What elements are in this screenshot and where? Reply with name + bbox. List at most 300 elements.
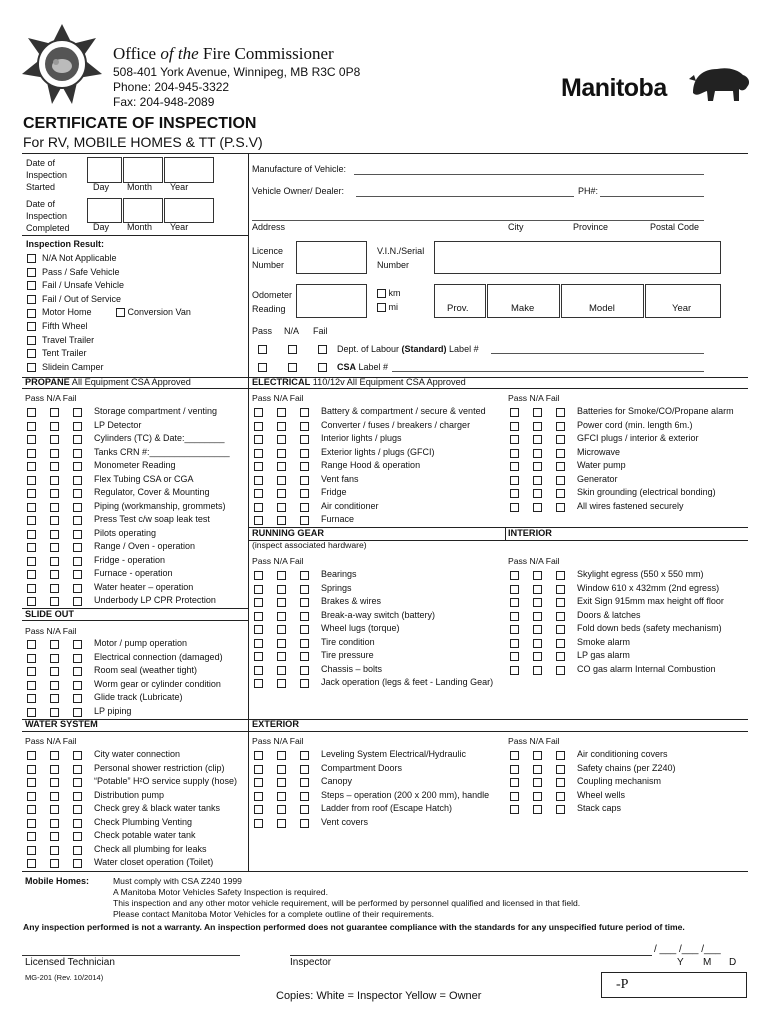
na-checkbox[interactable] xyxy=(277,805,286,814)
water-item-label: Check grey & black water tanks xyxy=(94,803,221,813)
na-checkbox[interactable] xyxy=(277,612,286,621)
pass-checkbox[interactable] xyxy=(27,654,36,663)
na-checkbox[interactable] xyxy=(533,585,542,594)
na-checkbox[interactable] xyxy=(50,543,59,552)
na-checkbox[interactable] xyxy=(277,435,286,444)
completed-month-box[interactable] xyxy=(123,198,163,223)
fail-checkbox[interactable] xyxy=(556,639,565,648)
pass-checkbox[interactable] xyxy=(27,694,36,703)
fail-checkbox[interactable] xyxy=(556,476,565,485)
fail-checkbox[interactable] xyxy=(300,625,309,634)
pass-checkbox[interactable] xyxy=(254,449,263,458)
fail-checkbox[interactable] xyxy=(556,571,565,580)
na-checkbox[interactable] xyxy=(277,476,286,485)
date-slashes[interactable]: / ___ /___ /___ xyxy=(654,944,721,955)
pass-checkbox[interactable] xyxy=(254,666,263,675)
fail-checkbox[interactable] xyxy=(300,679,309,688)
na-checkbox[interactable] xyxy=(277,652,286,661)
electrical-left-pnf: Pass N/A Fail xyxy=(252,393,304,403)
interior-item-label: Skylight egress (550 x 550 mm) xyxy=(577,569,704,579)
na-checkbox[interactable] xyxy=(50,751,59,760)
fail-checkbox[interactable] xyxy=(73,667,82,676)
fail-checkbox[interactable] xyxy=(73,751,82,760)
na-checkbox[interactable] xyxy=(50,597,59,606)
na-checkbox[interactable] xyxy=(533,449,542,458)
na-checkbox[interactable] xyxy=(277,792,286,801)
electrical-item-label: Vent fans xyxy=(321,473,359,484)
pass-checkbox[interactable] xyxy=(254,778,263,787)
na-checkbox[interactable] xyxy=(50,819,59,828)
completed-year-label: Year xyxy=(170,222,189,232)
na-checkbox[interactable] xyxy=(277,639,286,648)
fail-checkbox[interactable] xyxy=(73,805,82,814)
fail-checkbox[interactable] xyxy=(73,681,82,690)
result-checkbox[interactable] xyxy=(27,349,36,358)
ph-field[interactable] xyxy=(600,196,704,197)
pass-checkbox[interactable] xyxy=(510,408,519,417)
pass-checkbox[interactable] xyxy=(27,805,36,814)
pass-checkbox[interactable] xyxy=(510,449,519,458)
na-checkbox[interactable] xyxy=(50,530,59,539)
fail-checkbox[interactable] xyxy=(300,422,309,431)
fail-checkbox[interactable] xyxy=(73,584,82,593)
dept-label-row[interactable]: Dept. of Labour (Standard) Label # xyxy=(258,344,479,354)
vin-box[interactable] xyxy=(434,241,721,274)
fail-checkbox[interactable] xyxy=(300,805,309,814)
result-checkbox[interactable] xyxy=(27,336,36,345)
na-checkbox[interactable] xyxy=(50,792,59,801)
pass-checkbox[interactable] xyxy=(27,819,36,828)
fail-checkbox[interactable] xyxy=(556,792,565,801)
start-year-box[interactable] xyxy=(164,157,214,183)
completed-month-label: Month xyxy=(127,222,153,232)
fail-checkbox[interactable] xyxy=(300,462,309,471)
pass-checkbox[interactable] xyxy=(510,489,519,498)
pass-checkbox[interactable] xyxy=(254,516,263,525)
pass-checkbox[interactable] xyxy=(510,598,519,607)
pass-checkbox[interactable] xyxy=(27,435,36,444)
pass-checkbox[interactable] xyxy=(254,571,263,580)
na-checkbox[interactable] xyxy=(277,516,286,525)
pass-checkbox[interactable] xyxy=(254,462,263,471)
na-checkbox[interactable] xyxy=(50,422,59,431)
fail-checkbox[interactable] xyxy=(73,640,82,649)
pass-checkbox[interactable] xyxy=(27,832,36,841)
fail-checkbox[interactable] xyxy=(300,435,309,444)
result-checkbox[interactable] xyxy=(27,281,36,290)
inspection-result-option[interactable] xyxy=(27,348,87,358)
fail-checkbox[interactable] xyxy=(556,422,565,431)
mi-option[interactable]: mi xyxy=(377,302,398,312)
fail-checkbox[interactable] xyxy=(73,530,82,539)
exterior-item-label: Ladder from roof (Escape Hatch) xyxy=(321,803,453,813)
na-checkbox[interactable] xyxy=(533,462,542,471)
fail-checkbox[interactable] xyxy=(300,765,309,774)
na-checkbox[interactable] xyxy=(277,819,286,828)
fail-checkbox[interactable] xyxy=(300,408,309,417)
fail-checkbox[interactable] xyxy=(73,846,82,855)
fail-checkbox[interactable] xyxy=(73,859,82,868)
na-checkbox[interactable] xyxy=(50,570,59,579)
result-option-label: Motor Home xyxy=(42,307,92,318)
pass-checkbox[interactable] xyxy=(254,625,263,634)
odometer-box[interactable] xyxy=(296,284,367,318)
pass-checkbox[interactable] xyxy=(27,640,36,649)
exterior-right-item-label: Stack caps xyxy=(577,803,622,813)
fail-checkbox[interactable] xyxy=(300,751,309,760)
pass-checkbox[interactable] xyxy=(27,667,36,676)
km-option[interactable]: km xyxy=(377,288,401,298)
inspection-result-option[interactable] xyxy=(27,253,117,263)
pass-checkbox[interactable] xyxy=(254,765,263,774)
fail-checkbox[interactable] xyxy=(73,557,82,566)
fail-checkbox[interactable] xyxy=(556,778,565,787)
fail-checkbox[interactable] xyxy=(300,489,309,498)
fail-checkbox[interactable] xyxy=(300,516,309,525)
na-checkbox[interactable] xyxy=(277,679,286,688)
pass-checkbox[interactable] xyxy=(510,503,519,512)
na-checkbox[interactable] xyxy=(533,765,542,774)
na-checkbox[interactable] xyxy=(533,489,542,498)
propane-pnf: Pass N/A Fail xyxy=(25,393,77,403)
fail-checkbox[interactable] xyxy=(300,778,309,787)
na-checkbox[interactable] xyxy=(533,666,542,675)
na-checkbox[interactable] xyxy=(50,449,59,458)
pass-checkbox[interactable] xyxy=(254,612,263,621)
fail-checkbox[interactable] xyxy=(73,503,82,512)
inspection-result-option[interactable] xyxy=(27,294,121,304)
fail-checkbox[interactable] xyxy=(556,765,565,774)
na-checkbox[interactable] xyxy=(50,765,59,774)
completed-day-box[interactable] xyxy=(87,198,122,223)
na-checkbox[interactable] xyxy=(50,778,59,787)
fail-checkbox[interactable] xyxy=(556,805,565,814)
pass-checkbox[interactable] xyxy=(27,681,36,690)
fail-checkbox[interactable] xyxy=(300,585,309,594)
fail-checkbox[interactable] xyxy=(73,489,82,498)
na-checkbox[interactable] xyxy=(50,654,59,663)
na-checkbox[interactable] xyxy=(50,462,59,471)
na-checkbox[interactable] xyxy=(277,598,286,607)
propane-item-label: Regulator, Cover & Mounting xyxy=(94,487,210,497)
na-checkbox[interactable] xyxy=(50,708,59,717)
na-checkbox[interactable] xyxy=(533,435,542,444)
pass-checkbox[interactable] xyxy=(27,543,36,552)
fail-checkbox[interactable] xyxy=(556,462,565,471)
fail-checkbox[interactable] xyxy=(556,625,565,634)
csa-label-row[interactable]: CSA Label # xyxy=(258,362,388,372)
technician-label: Licensed Technician xyxy=(25,957,115,968)
fail-checkbox[interactable] xyxy=(73,708,82,717)
fail-checkbox[interactable] xyxy=(300,639,309,648)
fail-checkbox[interactable] xyxy=(556,489,565,498)
na-checkbox[interactable] xyxy=(50,516,59,525)
interior-item-label: Window 610 x 432mm (2nd egress) xyxy=(577,582,720,593)
fail-checkbox[interactable] xyxy=(556,612,565,621)
fail-checkbox[interactable] xyxy=(300,652,309,661)
manufacture-label: Manufacture of Vehicle: xyxy=(252,164,347,174)
inspection-result-option[interactable] xyxy=(27,335,94,345)
ph-label: PH#: xyxy=(578,186,599,196)
pass-checkbox[interactable] xyxy=(27,476,36,485)
fail-checkbox[interactable] xyxy=(73,570,82,579)
na-checkbox[interactable] xyxy=(50,805,59,814)
pass-checkbox[interactable] xyxy=(510,765,519,774)
fail-checkbox[interactable] xyxy=(300,598,309,607)
fail-checkbox[interactable] xyxy=(556,408,565,417)
na-checkbox[interactable] xyxy=(50,832,59,841)
fail-checkbox[interactable] xyxy=(73,476,82,485)
na-checkbox[interactable] xyxy=(277,462,286,471)
date-completed-label: Date of Inspection Completed xyxy=(26,199,70,233)
na-checkbox[interactable] xyxy=(50,476,59,485)
pass-checkbox[interactable] xyxy=(27,597,36,606)
pass-checkbox[interactable] xyxy=(27,751,36,760)
propane-item-label: Water heater – operation xyxy=(94,581,194,592)
na-checkbox[interactable] xyxy=(533,571,542,580)
completed-year-box[interactable] xyxy=(164,198,214,223)
na-checkbox[interactable] xyxy=(50,408,59,417)
na-checkbox[interactable] xyxy=(277,778,286,787)
pass-checkbox[interactable] xyxy=(510,585,519,594)
na-checkbox[interactable] xyxy=(533,639,542,648)
water-item-label: Check Plumbing Venting xyxy=(94,816,193,827)
na-checkbox[interactable] xyxy=(533,422,542,431)
na-checkbox[interactable] xyxy=(533,778,542,787)
owner-field[interactable] xyxy=(356,196,574,197)
pass-checkbox[interactable] xyxy=(254,819,263,828)
na-checkbox[interactable] xyxy=(533,792,542,801)
fail-checkbox[interactable] xyxy=(300,476,309,485)
pass-checkbox[interactable] xyxy=(254,792,263,801)
pass-checkbox[interactable] xyxy=(510,792,519,801)
na-checkbox[interactable] xyxy=(277,666,286,675)
na-checkbox[interactable] xyxy=(50,640,59,649)
na-checkbox[interactable] xyxy=(277,503,286,512)
conversion-van-option[interactable]: Conversion Van xyxy=(116,307,191,317)
fail-checkbox[interactable] xyxy=(73,778,82,787)
propane-item-label: Range / Oven - operation xyxy=(94,541,196,551)
licence-box[interactable] xyxy=(296,241,367,274)
pass-checkbox[interactable] xyxy=(27,516,36,525)
na-checkbox[interactable] xyxy=(277,422,286,431)
pass-checkbox[interactable] xyxy=(510,652,519,661)
pass-checkbox[interactable] xyxy=(27,530,36,539)
fail-checkbox[interactable] xyxy=(300,819,309,828)
na-checkbox[interactable] xyxy=(533,503,542,512)
fail-checkbox[interactable] xyxy=(73,462,82,471)
na-checkbox[interactable] xyxy=(277,765,286,774)
pass-checkbox[interactable] xyxy=(510,751,519,760)
pass-checkbox[interactable] xyxy=(27,584,36,593)
pass-checkbox[interactable] xyxy=(27,449,36,458)
pass-checkbox[interactable] xyxy=(510,476,519,485)
pass-checkbox[interactable] xyxy=(510,571,519,580)
pass-checkbox[interactable] xyxy=(254,408,263,417)
na-checkbox[interactable] xyxy=(50,694,59,703)
running-gear-item-label: Chassis – bolts xyxy=(321,663,383,674)
fail-checkbox[interactable] xyxy=(556,666,565,675)
fail-checkbox[interactable] xyxy=(556,598,565,607)
result-checkbox[interactable] xyxy=(27,363,36,372)
fail-checkbox[interactable] xyxy=(73,597,82,606)
pass-checkbox[interactable] xyxy=(27,503,36,512)
inspector-signature-line[interactable] xyxy=(290,955,652,956)
pass-checkbox[interactable] xyxy=(254,805,263,814)
water-item-label: Water closet operation (Toilet) xyxy=(94,857,214,867)
fail-checkbox[interactable] xyxy=(556,435,565,444)
pass-checkbox[interactable] xyxy=(27,778,36,787)
fail-checkbox[interactable] xyxy=(556,751,565,760)
na-checkbox[interactable] xyxy=(50,557,59,566)
fail-checkbox[interactable] xyxy=(556,585,565,594)
result-checkbox[interactable] xyxy=(27,268,36,277)
pass-checkbox[interactable] xyxy=(510,805,519,814)
na-checkbox[interactable] xyxy=(50,681,59,690)
pass-checkbox[interactable] xyxy=(254,598,263,607)
fail-checkbox[interactable] xyxy=(556,652,565,661)
start-year-label: Year xyxy=(170,182,189,192)
na-checkbox[interactable] xyxy=(533,652,542,661)
pass-checkbox[interactable] xyxy=(510,462,519,471)
fail-checkbox[interactable] xyxy=(73,408,82,417)
technician-signature-line[interactable] xyxy=(22,955,240,956)
inspection-result-option[interactable] xyxy=(27,321,88,331)
pass-checkbox[interactable] xyxy=(27,846,36,855)
na-checkbox[interactable] xyxy=(533,751,542,760)
inspection-result-option[interactable] xyxy=(27,280,124,290)
pass-checkbox[interactable] xyxy=(510,612,519,621)
manufacture-field[interactable] xyxy=(354,174,704,175)
pass-checkbox[interactable] xyxy=(510,778,519,787)
na-checkbox[interactable] xyxy=(50,435,59,444)
fail-checkbox[interactable] xyxy=(73,832,82,841)
pass-checkbox[interactable] xyxy=(27,708,36,717)
pass-checkbox[interactable] xyxy=(254,422,263,431)
fail-checkbox[interactable] xyxy=(300,449,309,458)
pass-checkbox[interactable] xyxy=(27,765,36,774)
pass-checkbox[interactable] xyxy=(27,422,36,431)
inspection-result-option[interactable] xyxy=(27,267,120,277)
start-month-box[interactable] xyxy=(123,157,163,183)
na-checkbox[interactable] xyxy=(50,859,59,868)
pass-checkbox[interactable] xyxy=(510,435,519,444)
pass-checkbox[interactable] xyxy=(254,751,263,760)
exterior-item-label: Steps – operation (200 x 200 mm), handle xyxy=(321,789,490,800)
pass-checkbox[interactable] xyxy=(510,625,519,634)
result-checkbox[interactable] xyxy=(27,295,36,304)
pass-checkbox[interactable] xyxy=(254,652,263,661)
pass-checkbox[interactable] xyxy=(254,585,263,594)
fail-checkbox[interactable] xyxy=(73,449,82,458)
na-checkbox[interactable] xyxy=(277,449,286,458)
fail-checkbox[interactable] xyxy=(73,516,82,525)
inspection-result-option[interactable] xyxy=(27,307,92,317)
start-day-box[interactable] xyxy=(87,157,122,183)
address-field[interactable] xyxy=(252,220,704,221)
propane-item-label: Underbody LP CPR Protection xyxy=(94,595,216,605)
na-checkbox[interactable] xyxy=(277,489,286,498)
na-checkbox[interactable] xyxy=(50,584,59,593)
fail-checkbox[interactable] xyxy=(73,654,82,663)
pass-checkbox[interactable] xyxy=(27,792,36,801)
province-label: Province xyxy=(573,222,609,232)
na-checkbox[interactable] xyxy=(50,503,59,512)
fail-checkbox[interactable] xyxy=(73,792,82,801)
na-checkbox[interactable] xyxy=(50,846,59,855)
fail-checkbox[interactable] xyxy=(73,543,82,552)
pass-checkbox[interactable] xyxy=(510,666,519,675)
fail-checkbox[interactable] xyxy=(73,819,82,828)
pass-checkbox[interactable] xyxy=(27,570,36,579)
fail-checkbox[interactable] xyxy=(556,503,565,512)
fail-checkbox[interactable] xyxy=(300,571,309,580)
fail-checkbox[interactable] xyxy=(73,422,82,431)
interior-item-label: Doors & latches xyxy=(577,609,641,620)
fail-checkbox[interactable] xyxy=(300,792,309,801)
na-checkbox[interactable] xyxy=(533,612,542,621)
na-checkbox[interactable] xyxy=(533,408,542,417)
pass-checkbox[interactable] xyxy=(27,462,36,471)
na-checkbox[interactable] xyxy=(277,571,286,580)
na-checkbox[interactable] xyxy=(533,625,542,634)
fail-checkbox[interactable] xyxy=(300,503,309,512)
na-checkbox[interactable] xyxy=(277,585,286,594)
pass-checkbox[interactable] xyxy=(254,503,263,512)
na-checkbox[interactable] xyxy=(277,625,286,634)
running-gear-item-label: Springs xyxy=(321,582,352,593)
csa-label-field[interactable] xyxy=(392,371,704,372)
fail-checkbox[interactable] xyxy=(73,435,82,444)
pass-checkbox[interactable] xyxy=(254,476,263,485)
pass-checkbox[interactable] xyxy=(510,422,519,431)
result-option-label: Tent Trailer xyxy=(42,348,87,359)
pass-checkbox[interactable] xyxy=(27,408,36,417)
na-checkbox[interactable] xyxy=(50,489,59,498)
pass-checkbox[interactable] xyxy=(27,489,36,498)
inspector-label: Inspector xyxy=(290,957,332,968)
pass-checkbox[interactable] xyxy=(254,679,263,688)
na-checkbox[interactable] xyxy=(50,667,59,676)
na-checkbox[interactable] xyxy=(533,598,542,607)
date-m: M xyxy=(703,957,712,968)
na-checkbox[interactable] xyxy=(277,408,286,417)
water-item-label: Distribution pump xyxy=(94,789,165,800)
result-checkbox[interactable] xyxy=(27,309,36,318)
pass-checkbox[interactable] xyxy=(27,859,36,868)
result-checkbox[interactable] xyxy=(27,322,36,331)
na-checkbox[interactable] xyxy=(277,751,286,760)
pass-checkbox[interactable] xyxy=(27,557,36,566)
pass-checkbox[interactable] xyxy=(254,435,263,444)
electrical-right-pnf: Pass N/A Fail xyxy=(508,393,560,403)
na-checkbox[interactable] xyxy=(533,805,542,814)
dept-label-field[interactable] xyxy=(491,353,704,354)
pass-checkbox[interactable] xyxy=(510,639,519,648)
result-checkbox[interactable] xyxy=(27,254,36,263)
fail-checkbox[interactable] xyxy=(556,449,565,458)
result-option-label: Fifth Wheel xyxy=(42,321,88,331)
fail-checkbox[interactable] xyxy=(73,694,82,703)
slide-out-pnf: Pass N/A Fail xyxy=(25,626,77,636)
pass-checkbox[interactable] xyxy=(254,489,263,498)
pass-checkbox[interactable] xyxy=(254,639,263,648)
na-checkbox[interactable] xyxy=(533,476,542,485)
inspection-result-option[interactable] xyxy=(27,362,104,372)
fail-checkbox[interactable] xyxy=(300,612,309,621)
fail-checkbox[interactable] xyxy=(73,765,82,774)
fail-checkbox[interactable] xyxy=(300,666,309,675)
